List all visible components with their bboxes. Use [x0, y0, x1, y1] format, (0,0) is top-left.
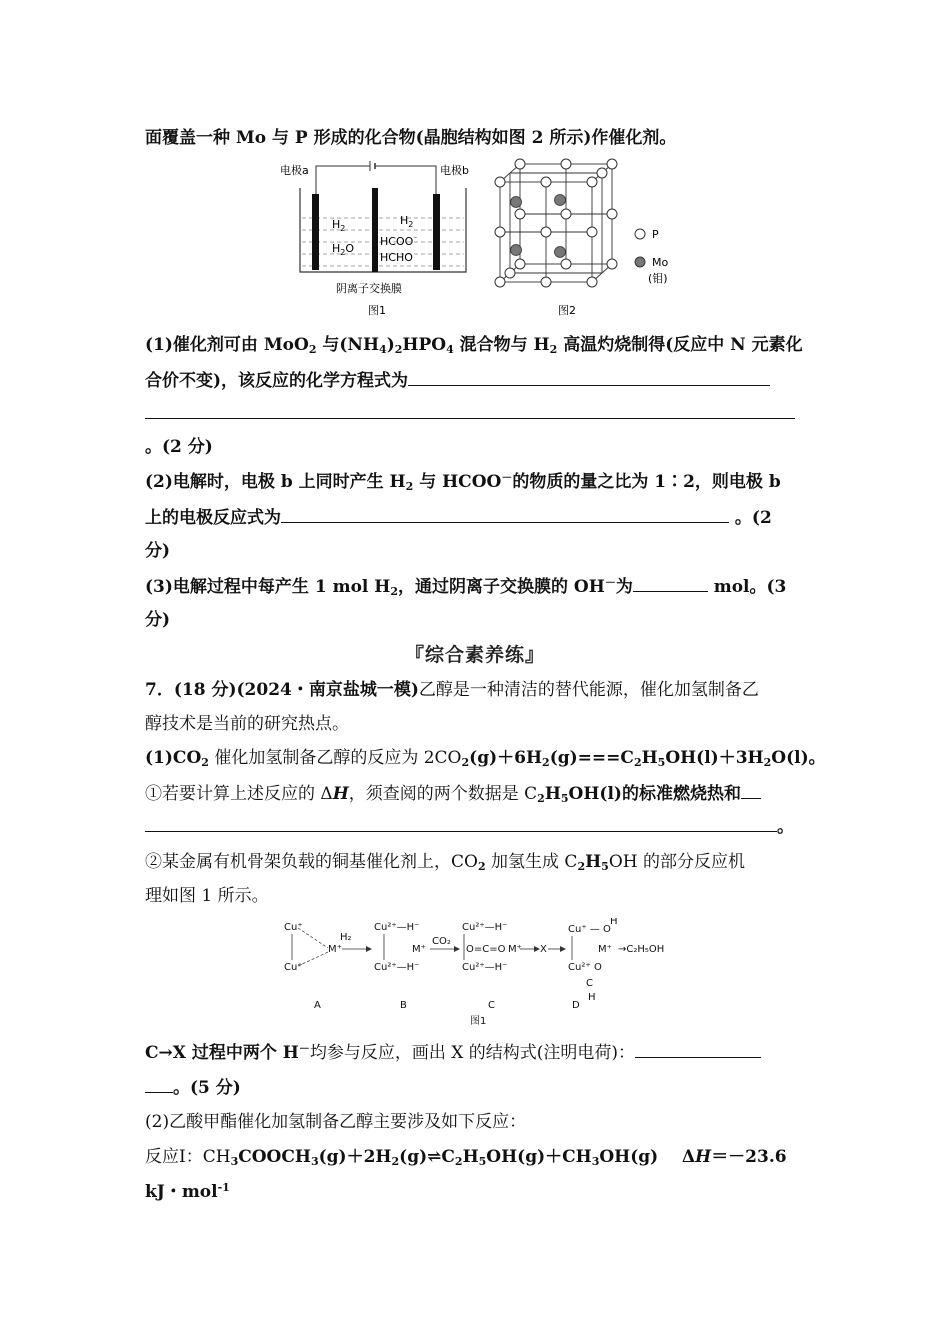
svg-text:Cu²⁺—H⁻: Cu²⁺—H⁻	[462, 922, 508, 933]
svg-text:CO₂: CO₂	[432, 936, 451, 947]
q7-reaction1: 反应Ⅰ：$CH_3COOCH_3(g)+2H_2(g)\rightleftharpoons C_2H_5OH(g)+CH_3OH(g)$ ΔH＝－23.6	[145, 1147, 787, 1168]
hcho-label: HCHO	[380, 251, 413, 264]
q1-line1: (1)催化剂可由 MoO$_2$ 与$(NH_4)_2HPO_4$ 混合物与 $H_2$ 高温灼烧制得(反应中 N 元素化	[145, 335, 803, 356]
mech-label-c: C	[488, 1000, 495, 1011]
mech-label-a: A	[314, 1000, 321, 1011]
q7-part1: $(1)CO_2$ 催化加氢制备乙醇的反应为 $2CO_2(g)+6H_2(g)===C_2H_5OH(l)+3H_2O(l)$。	[145, 748, 826, 769]
q7-line2: 醇技术是当前的研究热点。	[145, 714, 349, 734]
q1-answer-blank-1[interactable]	[408, 369, 770, 386]
svg-text:C: C	[586, 978, 593, 989]
svg-text:O=C=O: O=C=O	[466, 944, 506, 955]
q1-line2: 合价不变)，该反应的化学方程式为	[145, 369, 770, 392]
mech-caption: 图1	[470, 1016, 487, 1027]
intro-line: 面覆盖一种 Mo 与 P 形成的化合物(晶胞结构如图 2 所示)作催化剂。	[145, 128, 677, 148]
svg-text:→C₂H₅OH: →C₂H₅OH	[618, 944, 665, 955]
figure-electrolysis-cell	[278, 160, 488, 320]
svg-text:M⁺: M⁺	[412, 944, 426, 955]
svg-text:Cu⁺: Cu⁺	[284, 922, 303, 933]
svg-text:H: H	[588, 992, 596, 1003]
svg-text:Cu⁺: Cu⁺	[284, 962, 303, 973]
electrode-a-label: 电极a	[280, 164, 309, 177]
fig1-caption: 图1	[368, 304, 386, 317]
svg-text:Cu²⁺: Cu²⁺	[568, 962, 591, 973]
svg-text:O: O	[594, 962, 602, 973]
figure-crystal-cell	[490, 158, 690, 320]
q7-part2: (2)乙酸甲酯催化加氢制备乙醇主要涉及如下反应：	[145, 1112, 527, 1132]
h2o-left: $H_2O$	[332, 242, 355, 257]
svg-text:M⁺: M⁺	[508, 944, 522, 955]
mech-label-d: D	[572, 1000, 580, 1011]
q7-c1-blank-b[interactable]	[145, 815, 777, 832]
svg-text:Cu²⁺—H⁻: Cu²⁺—H⁻	[462, 962, 508, 973]
q1-answer-blank-2[interactable]	[145, 402, 795, 419]
svg-text:X: X	[540, 944, 547, 955]
figure-mechanism	[280, 918, 680, 1030]
q7-head: 7．(18 分)(2024・南京盐城一模)乙醇是一种清洁的替代能源，催化加氢制备乙	[145, 680, 759, 700]
q2-line3: 分)	[145, 541, 171, 561]
q3-answer-blank[interactable]	[633, 575, 708, 592]
q7-reaction1-unit: kJ・mol$^{-1}$	[145, 1181, 230, 1202]
q7-cx-blank-a[interactable]	[635, 1041, 761, 1058]
q7-part1-c2: ②某金属有机骨架负载的铜基催化剂上，$CO_2$ 加氢生成 $C_2H_5OH$ 的部分反应机	[145, 852, 745, 873]
q2-answer-blank[interactable]	[281, 506, 729, 523]
membrane-label: 阴离子交换膜	[336, 282, 402, 295]
q7-part1-c2-line2: 理如图 1 所示。	[145, 886, 269, 906]
svg-text:M⁺: M⁺	[328, 944, 342, 955]
q7-cx-line: C→X 过程中两个 H－均参与反应，画出 X 的结构式(注明电荷)：	[145, 1041, 761, 1064]
svg-text:H: H	[610, 918, 618, 927]
q7-c1-blank-a[interactable]	[741, 782, 761, 799]
mech-label-b: B	[400, 1000, 407, 1011]
svg-text:H₂: H₂	[340, 932, 352, 943]
svg-text:M⁺: M⁺	[598, 944, 612, 955]
q2-line1: (2)电解时，电极 b 上同时产生 $H_2$ 与 HCOO－的物质的量之比为 1∶2，则电极 b	[145, 471, 781, 493]
svg-text:Cu²⁺—H⁻: Cu²⁺—H⁻	[374, 922, 420, 933]
legend-p: P	[652, 228, 659, 241]
svg-text:Cu²⁺—H⁻: Cu²⁺—H⁻	[374, 962, 420, 973]
electrode-b-label: 电极b	[440, 164, 469, 177]
q7-cx-cont: 。(5 分)	[145, 1076, 241, 1099]
q1-line3	[145, 402, 795, 425]
svg-text:Cu⁺ — O: Cu⁺ — O	[568, 924, 611, 935]
q7-part1-c1: ①若要计算上述反应的 ΔH，须查阅的两个数据是 $C_2H_5OH(l)$的标准燃烧热和	[145, 782, 761, 805]
h2-right: $H_2$	[400, 214, 414, 229]
h2-left: $H_2$	[332, 218, 346, 233]
q7-cx-blank-b[interactable]	[145, 1076, 173, 1093]
q7-part1-c1-cont: 。	[145, 815, 794, 838]
hcoo-label: HCOO⁻	[380, 234, 418, 248]
section-banner: 『综合素养练』	[404, 644, 545, 666]
q2-line2: 上的电极反应式为 。(2	[145, 508, 772, 528]
q3-line1: (3)电解过程中每产生 1 mol $H_2$，通过阴离子交换膜的 OH－为 mol。(3	[145, 576, 787, 598]
fig2-caption: 图2	[558, 304, 576, 317]
legend-mo: Mo	[652, 256, 669, 269]
q3-line2: 分)	[145, 610, 171, 630]
legend-mo-cn: (钼)	[648, 272, 668, 285]
q1-line4: 。(2 分)	[145, 437, 213, 457]
